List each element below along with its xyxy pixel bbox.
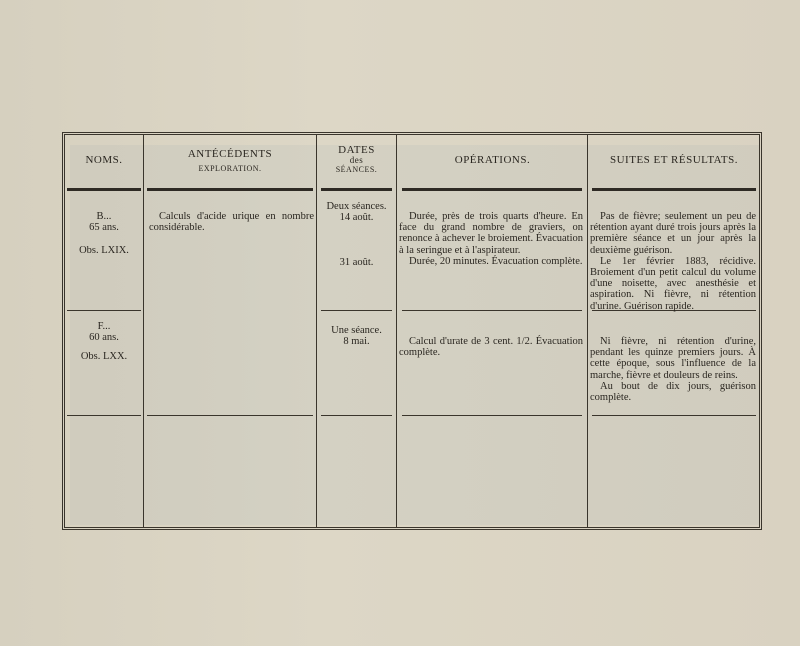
row-rule — [402, 415, 582, 416]
row1-dates-heading: Deux séances. — [326, 201, 387, 212]
header-dates-line1: DATES — [338, 144, 375, 156]
row1-date1: 14 août. — [339, 212, 374, 224]
header-noms-label: NOMS. — [85, 154, 123, 166]
row2-result1: Ni fièvre, ni rétention d'urine, pendant les quinze premiers jours. À cette époque, sous l'influence de la marche, fièvre et douleurs de reins. — [590, 336, 756, 381]
header-rule — [402, 188, 582, 191]
header-dates-line3: SÉANCES. — [335, 165, 378, 174]
row1-results-cell — [590, 211, 756, 312]
row2-result2: Au bout de dix jours, guérison complète. — [590, 380, 756, 404]
header-exploration-label: EXPLORATION. — [198, 164, 262, 173]
row-rule — [321, 310, 392, 311]
header-suites-label: SUITES ET RÉSULTATS. — [610, 154, 738, 166]
header-dates — [318, 145, 395, 175]
row-rule — [592, 415, 756, 416]
row-rule — [321, 415, 392, 416]
row2-date1: 8 mai. — [343, 336, 370, 348]
header-suites — [589, 155, 759, 166]
row1-operation1: Durée, près de trois quarts d'heure. En face du grand nombre de graviers, on renonce à achever le broiement. Évacuation à la seringue et à l'aspirateur. — [399, 211, 583, 256]
header-antecedents — [145, 149, 315, 174]
row1-result1: Pas de fièvre; seulement un peu de rétention ayant duré trois jours après la première séance et un jour après la deuxième guérison. — [590, 211, 756, 256]
results-table — [62, 132, 762, 530]
header-rule — [321, 188, 392, 191]
header-rule — [592, 188, 756, 191]
header-antecedents-label: ANTÉCÉDENTS — [187, 148, 273, 160]
column-divider — [396, 135, 397, 527]
header-rule — [147, 188, 313, 191]
row-rule — [147, 415, 313, 416]
row-rule — [67, 310, 141, 311]
row-rule — [402, 310, 582, 311]
row2-name-cell — [67, 321, 141, 363]
row2-results-cell — [590, 336, 756, 403]
row2-dates-cell — [318, 325, 395, 347]
row1-age: 65 ans. — [89, 222, 119, 234]
row1-dates-cell — [318, 201, 395, 269]
row2-obs: Obs. LXX. — [80, 351, 128, 363]
row1-result2: Le 1er février 1883, récidive. Broiement d'un petit calcul du volume d'une noisette, avec anesthésie et aspiration. Ni fièvre, ni rétention d'urine. Guérison rapide. — [590, 255, 756, 312]
row2-operation1: Calcul d'urate de 3 cent. 1/2. Évacuation complète. — [399, 336, 583, 359]
row1-antecedents — [149, 211, 314, 233]
column-divider — [587, 135, 588, 527]
header-rule — [67, 188, 141, 191]
header-dates-line2: des — [349, 155, 364, 165]
row2-age: 60 ans. — [89, 332, 119, 344]
row2-operations-cell — [399, 336, 583, 358]
row1-operations-cell — [399, 211, 583, 267]
column-divider — [143, 135, 144, 527]
row1-date2: 31 août. — [339, 257, 374, 269]
row-rule — [67, 415, 141, 416]
row1-operation2: Durée, 20 minutes. Évacuation complète. — [409, 255, 583, 267]
header-operations-label: OPÉRATIONS. — [454, 154, 531, 166]
row1-name: B... — [96, 211, 112, 222]
header-noms — [67, 155, 141, 166]
header-operations — [398, 155, 587, 166]
row1-antecedents-text: Calculs d'acide urique en nombre considérable. — [149, 211, 314, 234]
row1-obs: Obs. LXIX. — [79, 245, 129, 257]
row1-name-cell — [67, 211, 141, 257]
column-divider — [316, 135, 317, 527]
row2-name: F... — [97, 321, 111, 332]
row2-dates-heading: Une séance. — [331, 325, 382, 336]
